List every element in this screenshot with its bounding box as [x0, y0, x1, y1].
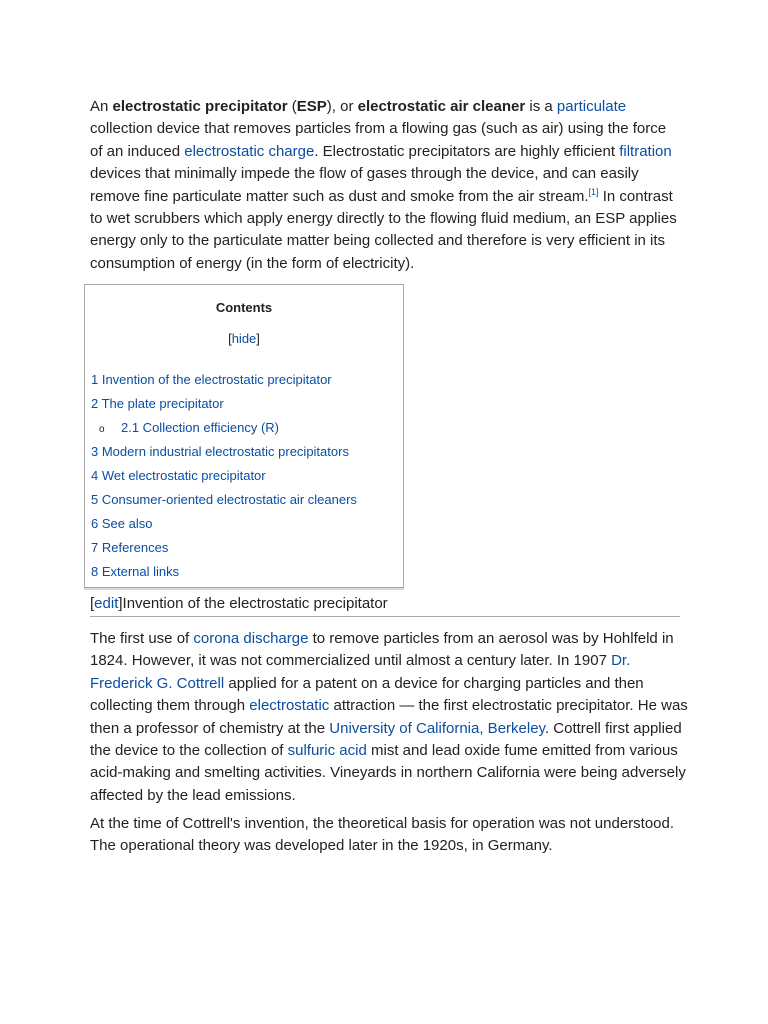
term-esp-full: electrostatic precipitator [112, 98, 288, 115]
toc-link-external-links[interactable]: 8 External links [91, 564, 180, 579]
toc-hide-toggle [85, 331, 403, 346]
invention-paragraph-2: At the time of Cottrell's invention, the theoretical basis for operation was not understood. The operational theory was developed later in the 1920s, in Germany. [90, 815, 675, 855]
intro-text: is a [525, 98, 557, 115]
link-uc-berkeley[interactable]: University of California, Berkeley [329, 719, 545, 737]
intro-text: An [90, 98, 113, 115]
edit-section-link[interactable]: edit [94, 595, 119, 612]
link-electrostatic[interactable]: electrostatic [249, 697, 330, 715]
toc-subitem [91, 419, 357, 443]
toc-item [91, 467, 357, 491]
link-particulate[interactable]: particulate [556, 98, 627, 115]
toc-link-see-also[interactable]: 6 See also [91, 516, 153, 531]
body-text: The first use of [90, 630, 194, 647]
toc-link-references[interactable]: 7 References [91, 540, 169, 555]
body-text: mist and lead oxide fume emitted from various acid-making and smelting activities. Vineyards in northern California were being adversely affected by the lead emissions. [90, 742, 686, 804]
body-text: applied for a patent on a device for charging particles and then collecting them through [90, 674, 644, 715]
reference-1-link[interactable]: [1] [588, 186, 599, 197]
toc-item [91, 371, 357, 395]
invention-paragraph-1 [90, 628, 690, 807]
intro-text: ), or [326, 98, 358, 115]
link-sulfuric-acid[interactable]: sulfuric acid [287, 742, 367, 760]
hollow-bullet-icon: o [99, 424, 105, 435]
toc-item [91, 515, 357, 539]
toc-item [91, 395, 357, 419]
toc-item [91, 443, 357, 467]
toc-list [91, 371, 357, 587]
body-text: to remove particles from an aerosol was by Hohlfeld in 1824. However, it was not commercialized until almost a century later. In 1907 [90, 630, 674, 670]
link-electrostatic-charge[interactable]: electrostatic charge [184, 142, 315, 160]
term-esp-abbr: ESP [296, 98, 327, 115]
toc-item [91, 539, 357, 563]
toc-link-plate-precipitator[interactable]: 2 The plate precipitator [91, 396, 224, 411]
toc-link-collection-efficiency[interactable]: 2.1 Collection efficiency (R) [121, 420, 279, 435]
term-air-cleaner: electrostatic air cleaner [357, 98, 526, 115]
bracket: ] [118, 595, 123, 612]
bracket: [ [90, 595, 95, 612]
toc-link-wet-precipitator[interactable]: 4 Wet electrostatic precipitator [91, 468, 266, 483]
intro-text: . Electrostatic precipitators are highly efficient [314, 142, 620, 160]
intro-text: ( [287, 98, 297, 115]
toc-item [91, 563, 357, 587]
bracket: [ [228, 331, 232, 346]
toc-hide-link[interactable]: hide [231, 331, 257, 346]
intro-text: devices that minimally impede the flow of gases through the device, and can easily remove fine particulate matter such as dust and smoke from the air stream. [90, 165, 639, 205]
link-filtration[interactable]: filtration [619, 142, 672, 160]
toc-link-consumer-air-cleaners[interactable]: 5 Consumer-oriented electrostatic air cleaners [91, 492, 357, 507]
intro-paragraph [90, 96, 680, 275]
toc-link-modern-industrial[interactable]: 3 Modern industrial electrostatic precipitators [91, 444, 349, 459]
table-of-contents [84, 284, 404, 588]
toc-title: Contents [215, 300, 273, 315]
intro-text: In contrast to wet scrubbers which apply energy directly to the flowing fluid medium, an ESP applies energy only to the particulate matter being collected and therefore is very efficient in its consumption of energy (in the form of electricity). [90, 187, 677, 272]
section-title: Invention of the electrostatic precipitator [122, 595, 388, 612]
toc-link-invention[interactable]: 1 Invention of the electrostatic precipitator [91, 372, 332, 387]
intro-text: collection device that removes particles from a flowing gas (such as air) using the force of an induced [90, 120, 667, 160]
bracket: ] [256, 331, 260, 346]
body-text: attraction — the first electrostatic precipitator. He was then a professor of chemistry at the [90, 697, 688, 737]
link-corona-discharge[interactable]: corona discharge [193, 630, 309, 647]
toc-item [91, 491, 357, 515]
body-text: . Cottrell first applied the device to the collection of [90, 719, 682, 760]
section-heading-invention [90, 594, 680, 617]
link-cottrell[interactable]: Dr. Frederick G. Cottrell [90, 652, 631, 692]
